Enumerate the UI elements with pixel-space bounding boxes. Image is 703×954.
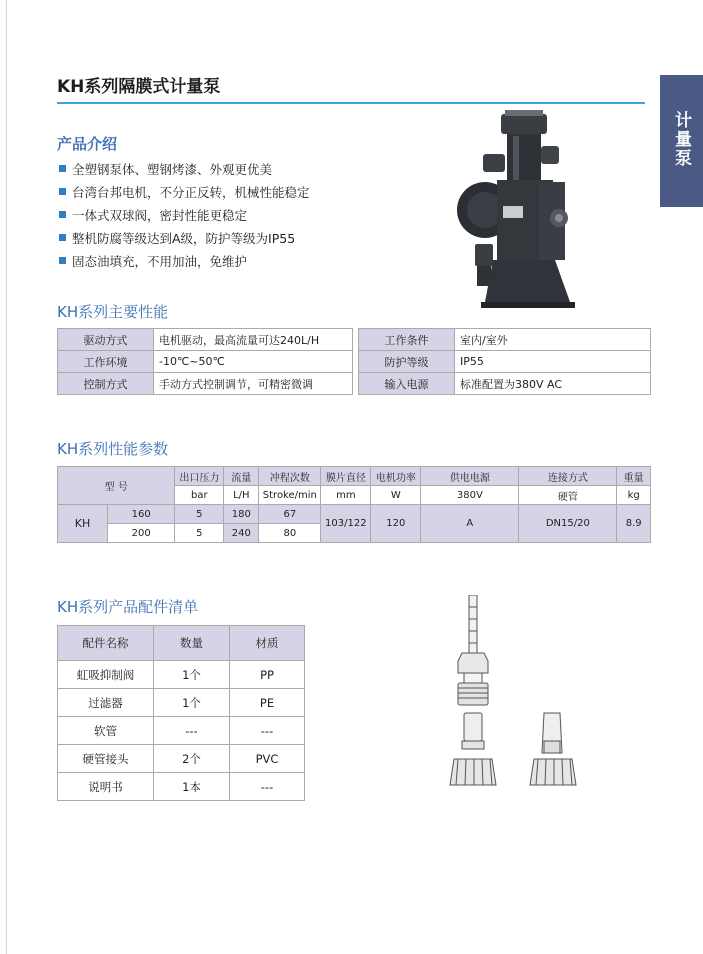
table-cell: 硬管 (519, 486, 617, 505)
square-bullet-icon (59, 257, 66, 264)
table-cell: KH (58, 505, 108, 543)
side-tab (660, 75, 703, 207)
table-cell: 过滤器 (58, 689, 154, 717)
table-cell: 电机驱动，最高流量可达240L/H (154, 329, 353, 351)
table-cell: 手动方式控制调节，可精密微调 (154, 373, 353, 395)
table-cell: PE (230, 689, 305, 717)
table-cell: kg (617, 486, 651, 505)
table-cell: mm (321, 486, 371, 505)
table-cell: 5 (175, 505, 224, 524)
square-bullet-icon (59, 234, 66, 241)
table-row (58, 689, 305, 717)
params-heading: KH系列性能参数 (57, 440, 169, 458)
table-cell: 室内/室外 (455, 329, 651, 351)
feature-text: 固态油填充，不用加油，免维护 (72, 253, 248, 269)
square-bullet-icon (59, 165, 66, 172)
feature-item (59, 157, 310, 180)
table-cell: 重量 (617, 467, 651, 486)
accessories-heading: KH系列产品配件清单 (57, 598, 199, 616)
table-cell: 工作条件 (359, 329, 455, 351)
accessories-table (57, 625, 305, 801)
table-cell: DN15/20 (519, 505, 617, 543)
table-row (58, 661, 305, 689)
table-cell: 200 (108, 524, 175, 543)
table-cell: bar (175, 486, 224, 505)
table-cell: 型 号 (58, 467, 175, 505)
table-cell: --- (230, 773, 305, 801)
table-cell: 硬管接头 (58, 745, 154, 773)
table-cell: A (421, 505, 519, 543)
table-cell: 1本 (154, 773, 230, 801)
table-header-cell: 材质 (230, 626, 305, 661)
table-cell: 输入电源 (359, 373, 455, 395)
table-row (58, 505, 651, 524)
table-cell: 1个 (154, 689, 230, 717)
feature-list (59, 157, 310, 272)
table-cell: 160 (108, 505, 175, 524)
feature-item (59, 249, 310, 272)
side-tab-label: 计量泵 (671, 111, 691, 168)
table-cell: 虹吸抑制阀 (58, 661, 154, 689)
table-cell: 120 (371, 505, 421, 543)
page-edge-line (6, 0, 7, 954)
table-cell: 连接方式 (519, 467, 617, 486)
params-table (57, 466, 651, 543)
table-cell: 1个 (154, 661, 230, 689)
table-cell: IP55 (455, 351, 651, 373)
page-title: KH系列隔膜式计量泵 (57, 77, 221, 97)
table-row (58, 745, 305, 773)
square-bullet-icon (59, 211, 66, 218)
table-header-cell: 数量 (154, 626, 230, 661)
table-cell: PP (230, 661, 305, 689)
table-row (58, 717, 305, 745)
table-header-cell: 配件名称 (58, 626, 154, 661)
table-cell: 电机功率 (371, 467, 421, 486)
title-rule (57, 102, 645, 104)
table-row (58, 467, 651, 486)
table-cell: 流量 (224, 467, 259, 486)
feature-item (59, 226, 310, 249)
table-cell: 出口压力 (175, 467, 224, 486)
metering-pump-image (455, 110, 585, 315)
table-cell: --- (230, 717, 305, 745)
table-cell: 103/122 (321, 505, 371, 543)
table-row (58, 773, 305, 801)
table-cell: 67 (259, 505, 321, 524)
table-row (58, 329, 651, 351)
table-cell: 8.9 (617, 505, 651, 543)
table-cell: -10℃~50℃ (154, 351, 353, 373)
performance-heading: KH系列主要性能 (57, 303, 169, 321)
table-cell: PVC (230, 745, 305, 773)
table-cell: 膜片直径 (321, 467, 371, 486)
table-cell: Stroke/min (259, 486, 321, 505)
table-cell: 驱动方式 (58, 329, 154, 351)
feature-text: 整机防腐等级达到A级，防护等级为IP55 (72, 230, 296, 246)
feature-item (59, 180, 310, 203)
table-cell: --- (154, 717, 230, 745)
table-cell: 2个 (154, 745, 230, 773)
accessory-drawings (440, 595, 600, 795)
table-cell: 供电电源 (421, 467, 519, 486)
table-cell: W (371, 486, 421, 505)
table-cell: 标准配置为380V AC (455, 373, 651, 395)
table-cell: 240 (224, 524, 259, 543)
table-row (58, 351, 651, 373)
table-row (58, 373, 651, 395)
feature-text: 一体式双球阀，密封性能更稳定 (72, 207, 248, 223)
table-cell: 380V (421, 486, 519, 505)
table-cell: L/H (224, 486, 259, 505)
square-bullet-icon (59, 188, 66, 195)
table-cell: 180 (224, 505, 259, 524)
table-cell: 80 (259, 524, 321, 543)
table-cell: 控制方式 (58, 373, 154, 395)
intro-heading: 产品介绍 (57, 135, 118, 153)
table-cell: 工作环境 (58, 351, 154, 373)
feature-text: 全塑钢泵体、塑钢烤漆、外观更优美 (72, 161, 273, 177)
feature-text: 台湾台邦电机，不分正反转，机械性能稳定 (72, 184, 310, 200)
performance-table (57, 328, 651, 395)
table-cell: 5 (175, 524, 224, 543)
table-header-row (58, 626, 305, 661)
table-cell: 防护等级 (359, 351, 455, 373)
table-cell: 冲程次数 (259, 467, 321, 486)
feature-item (59, 203, 310, 226)
table-cell: 说明书 (58, 773, 154, 801)
table-cell: 软管 (58, 717, 154, 745)
